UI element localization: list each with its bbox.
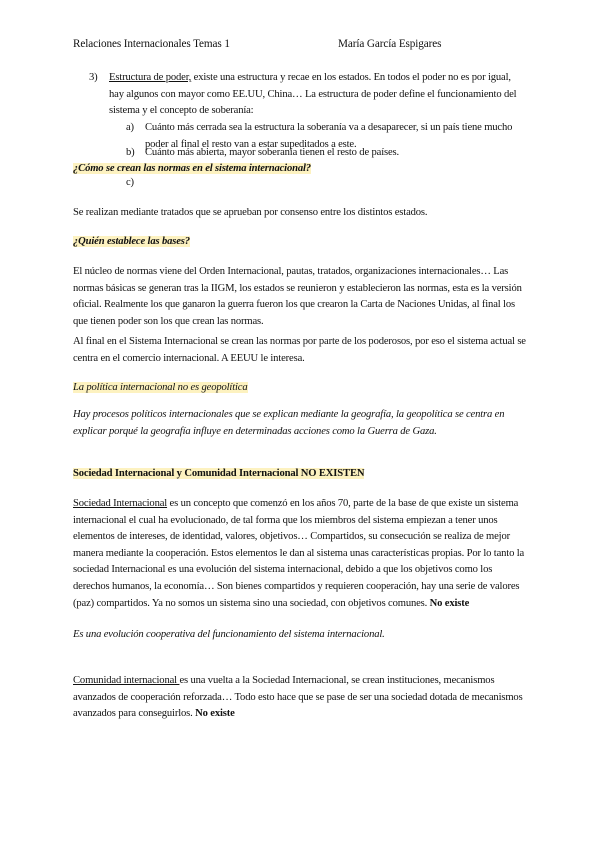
list-marker-c: c) (126, 177, 134, 188)
paragraph-nucleo: El núcleo de normas viene del Orden Internacional, pautas, tratados, organizaciones internacionales… Las normas básicas se generan tras la IIGM, los estados se reunieron y establecieron las normas, esta es la versión oficial. Realmente los que ganaron la guerra fueron los que crearon la Carta de Naciones Unidas, al final los que tienen poder son los que crean las normas. (73, 266, 522, 327)
question-bases-text: ¿Quién establece las bases? (73, 236, 190, 247)
paragraph-comunidad-text: es una vuelta a la Sociedad Internacional, se crean instituciones, mecanismos avanzados de cooperación reforzada… Todo esto hace que se pase de ser una sociedad dotada de mecanismos avanzados para conseguirlos. (73, 675, 523, 720)
heading-politica-text: La política internacional no es geopolítica (73, 382, 248, 393)
sub-marker-b: b) (126, 147, 135, 158)
paragraph-evolucion: Es una evolución cooperativa del funcionamiento del sistema internacional. (73, 629, 385, 640)
no-existe-comunidad: No existe (195, 708, 235, 720)
paragraph-sociedad (73, 496, 527, 612)
list-number-3: 3) (89, 72, 98, 83)
item3-title: Estructura de poder, (109, 72, 192, 83)
no-existe-sociedad: No existe (429, 597, 470, 609)
question-bases (73, 234, 527, 251)
paragraph-comunidad (73, 673, 527, 723)
heading-politica (73, 380, 527, 397)
sub-item-a: Cuánto más cerrada sea la estructura la soberanía va a desaparecer, si un país tiene mucho poder al final el resto van a estar supeditados a este. (145, 122, 513, 150)
paragraph-final: Al final en el Sistema Internacional se crean las normas por parte de los poderosos, por eso el sistema actual se centra en el comercio internacional. A EEUU le interesa. (73, 336, 526, 364)
item3-text: existe una estructura y recae en los estados. En todos el poder no es por igual, hay algunos con mayor como EE.UU, China… La estructura de poder define el funcionamiento del sistema y el concepto de soberanía: (109, 72, 517, 117)
question-normas-text: ¿Cómo se crean las normas en el sistema internacional? (73, 163, 311, 174)
paragraph-procesos: Hay procesos políticos internacionales que se explican mediante la geografía, la geopolítica se centra en explicar porqué la geografía influye en determinadas acciones como la Guerra de Gaza. (73, 409, 505, 437)
paragraph-tratados: Se realizan mediante tratados que se aprueban por consenso entre los distintos estados. (73, 207, 428, 218)
sub-marker-a: a) (126, 122, 134, 133)
sub-item-b: Cuánto más abierta, mayor soberanía tienen el resto de países. (145, 147, 399, 158)
heading-sociedad (73, 466, 527, 483)
term-comunidad: Comunidad internacional (73, 675, 180, 686)
header-course-title: Relaciones Internacionales Temas 1 (73, 38, 230, 50)
list-item-3 (109, 70, 527, 120)
heading-sociedad-text: Sociedad Internacional y Comunidad Internacional NO EXISTEN (73, 468, 365, 479)
question-normas (73, 161, 527, 178)
term-sociedad: Sociedad Internacional (73, 498, 168, 509)
header-author: María García Espigares (338, 38, 442, 50)
paragraph-sociedad-text: es un concepto que comenzó en los años 70, parte de la base de que existe un sistema internacional el cual ha evolucionado, de tal forma que los miembros del sistema empiezan a tener unos elementos de intereses, de identidad, valores, objetivos… Compartidos, su consecución se realiza de mejor manera mediante la cooperación. Estos elementos le dan al sistema unas características propias. Por lo tanto la sociedad Internacional es una evolución del sistema internacional, debido a que los objetivos como los derechos humanos, la economía… Son bienes compartidos y requieren cooperación, hay una serie de valores (paz) compartidos. Ya no somos un sistema sino una sociedad, con objetivos comunes. (73, 498, 525, 609)
